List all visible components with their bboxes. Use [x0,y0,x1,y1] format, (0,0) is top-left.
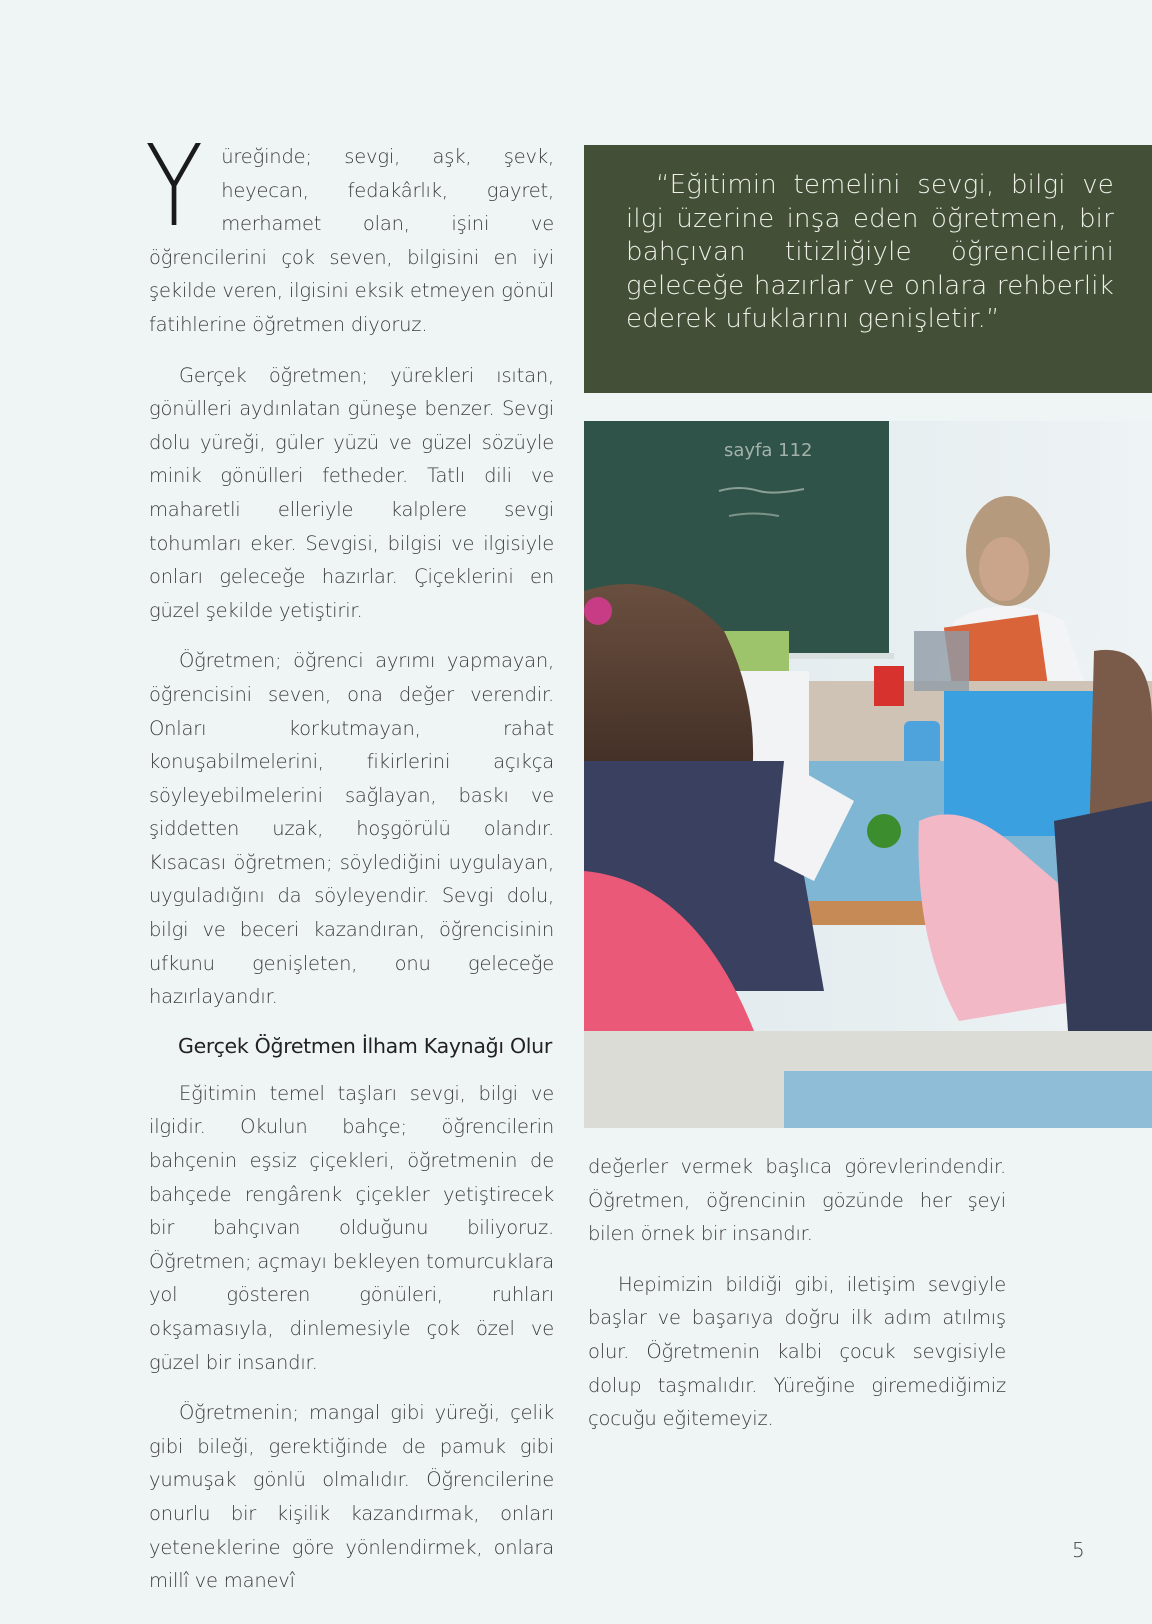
classroom-photo-illustration [584,421,1152,1128]
body-paragraph: değerler vermek başlıca görevlerindendir. Öğretmen, öğrencinin gözünde her şeyi bilen örnek bir insandır. [588,1155,1006,1246]
drop-cap: Y [145,122,203,252]
intro-paragraph-text: üreğinde; sevgi, aşk, şevk, heyecan, fedakârlık, gayret, merhamet olan, işini ve öğrencilerini çok seven, bilgisini en iyi şekilde veren, ilgisini eksik etmeyen gönül fatihlerine öğretmen diyoruz. [149,145,554,336]
classroom-photo [584,421,1152,1128]
green-toy [867,814,901,848]
body-paragraph: Öğretmen; öğrenci ayrımı yapmayan, öğrencisini seven, ona değer verendir. Onları korkutmayan, rahat konuşabilmelerini, fikirlerini açıkça söyleyebilmelerini sağlayan, baskı ve şiddetten uzak, hoşgörülü olandır. Kısacası öğretmen; söylediğini uygulayan, uyguladığını da söyleyendir. Sevgi dolu, bilgi ve beceri kazandıran, öğrencisinin ufkunu genişleten, onu geleceğe hazırlayandır. [149,649,554,1009]
section-subheading: Gerçek Öğretmen İlham Kaynağı Olur [178,1033,553,1058]
body-paragraph: Eğitimin temel taşları sevgi, bilgi ve ilgidir. Okulun bahçe; öğrencilerin bahçenin eşsiz çiçekleri, öğretmenin de bahçede rengârenk çiçekler yetiştirecek bir bahçıvan olduğunu biliyoruz. Öğretmen; açmayı bekleyen tomurcuklara yol gösteren gönüleri, ruhları okşamasıyla, dinlemesiyle çok özel ve güzel bir insandır. [149,1081,554,1374]
pull-quote-text: “Eğitimin temelini sevgi, bilgi ve ilgi üzerine inşa eden öğretmen, bir bahçıvan titizliğiyle öğrencilerini geleceğe hazırlar ve onlara rehberlik ederek ufuklarını genişletir.” [626,170,1114,334]
hair-clip [584,597,612,625]
intro-paragraph [145,122,554,342]
right-column [588,1150,1006,1453]
pull-quote-box [584,145,1152,393]
student-book [944,691,1094,836]
page-number: 5 [1072,1538,1085,1562]
foreground-desk [784,1071,1152,1128]
body-paragraph: Hepimizin bildiği gibi, iletişim sevgiyle başlar ve başarıya doğru ilk adım atılmış olur. Öğretmenin kalbi çocuk sevgisiyle dolup taşmalıdır. Yüreğine giremediğimiz çocuğu eğitemeyiz. [588,1272,1006,1431]
pen-holder [914,631,969,691]
red-cup [874,666,904,706]
chalkboard-writing: sayfa 112 [724,440,813,461]
left-column [145,122,554,1615]
body-paragraph: Öğretmenin; mangal gibi yüreği, çelik gibi bileği, gerektiğinde de pamuk gibi yumuşak gönlü olmalıdır. Öğrencilerine onurlu bir kişilik kazandırmak, onları yeteneklerine göre yönlendirmek, onlara millî ve manevî [149,1401,554,1593]
body-paragraph: Gerçek öğretmen; yürekleri ısıtan, gönülleri aydınlatan güneşe benzer. Sevgi dolu yüreği, güler yüzü ve güzel sözüyle minik gönülleri fetheder. Tatlı dili ve maharetli elleriyle kalplere sevgi tohumları eker. Sevgisi, bilgisi ve ilgisiyle onları geleceğe hazırlar. Çiçeklerini en güzel şekilde yetiştirir. [149,363,554,622]
teacher-face [979,537,1029,601]
